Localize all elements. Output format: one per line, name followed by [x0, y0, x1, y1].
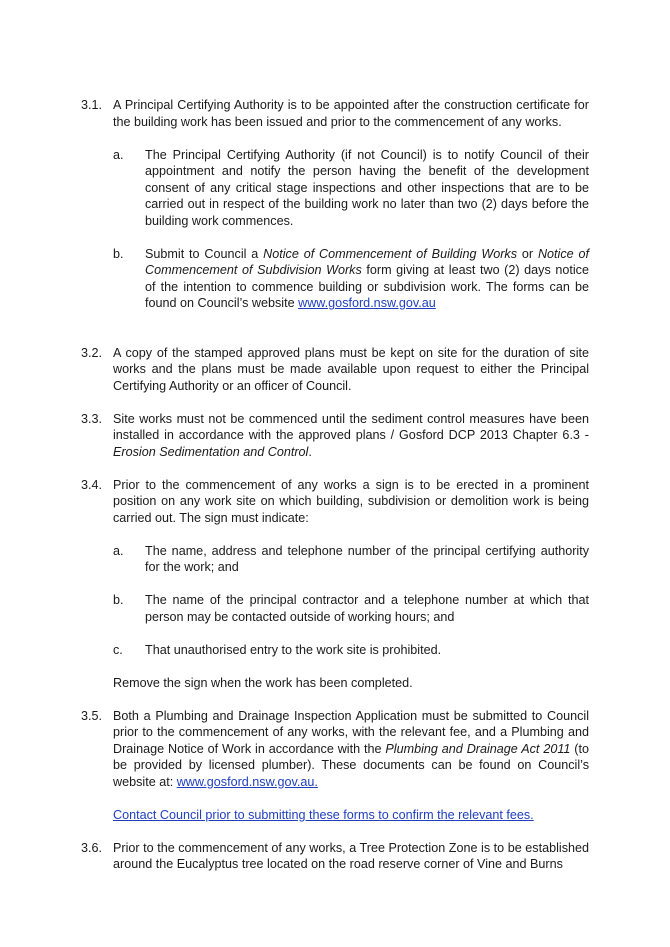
subclause-text — [145, 246, 589, 312]
subclause-b — [113, 592, 589, 625]
clause-number: 3.4. — [81, 477, 103, 492]
text-segment: form giving at least two (2) days notice of the intention to commence building or subdivision work. The forms can be found on Council’s website — [145, 263, 589, 310]
clause-number: 3.5. — [81, 708, 103, 723]
clause-text: A Principal Certifying Authority is to be appointed after the construction certificate for the building work has been issued and prior to the commencement of any works. — [113, 98, 589, 129]
text-segment: Submit to Council a — [145, 246, 264, 261]
clause-3-5 — [81, 708, 589, 824]
clause-text: Prior to the commencement of any works a sign is to be erected in a prominent position on any work site on which building, subdivision or demolition work is being carried out. The sign must indicate: — [113, 477, 589, 525]
clause-body — [113, 411, 589, 461]
subclause-text: The name of the principal contractor and a telephone number at which that person may be contacted outside of working hours; and — [145, 593, 589, 624]
clause-3-6 — [81, 840, 589, 873]
subclause-letter: a. — [113, 147, 124, 162]
clause-closing-text: Remove the sign when the work has been completed. — [113, 675, 413, 690]
clause-body — [113, 477, 589, 692]
subclause-b — [113, 246, 589, 312]
clause-text: Prior to the commencement of any works, a Tree Protection Zone is to be established around the Eucalyptus tree located on the road reserve corner of Vine and Burns — [113, 840, 589, 871]
clause-number: 3.6. — [81, 840, 103, 855]
clause-3-2 — [81, 345, 589, 395]
text-segment: Site works must not be commenced until the sediment control measures have been installed in accordance with the approved plans / Gosford DCP 2013 Chapter 6.3 - — [113, 411, 589, 442]
subclause-text: The Principal Certifying Authority (if not Council) is to notify Council of their appointment and notify the person having the benefit of the development consent of any critical stage inspections and other inspections that are to be carried out in respect of the building work no later than two (2) days before the building work commences. — [145, 147, 589, 228]
text-segment: Both a Plumbing and Drainage Inspection Application must be submitted to Council prior to the commencement of any works, with the relevant fee, and a Plumbing and Drainage Notice of Work in accordance with the — [113, 708, 589, 756]
subclause-letter: b. — [113, 246, 124, 261]
subclause-letter: a. — [113, 543, 124, 558]
clause-text — [113, 411, 589, 461]
clause-body — [113, 345, 589, 395]
subclause-c — [113, 642, 589, 659]
text-segment: . — [308, 444, 312, 459]
subclause-a — [113, 147, 589, 230]
form-title-building: Notice of Commencement of Building Works — [263, 246, 518, 261]
subclause-letter: b. — [113, 593, 124, 607]
website-link[interactable]: www.gosford.nsw.gov.au. — [176, 774, 318, 789]
conditions-list — [81, 97, 589, 889]
website-link[interactable]: www.gosford.nsw.gov.au — [298, 296, 436, 310]
subclause-a — [113, 543, 589, 576]
act-title: Plumbing and Drainage Act 2011 — [385, 741, 571, 756]
subclause-text: The name, address and telephone number of the principal certifying authority for the work; and — [145, 543, 589, 574]
clause-number: 3.2. — [81, 345, 103, 360]
subclause-text: That unauthorised entry to the work site is prohibited. — [145, 642, 442, 657]
subclause-letter: c. — [113, 642, 123, 657]
text-segment: or — [517, 246, 538, 261]
dcp-chapter-title: Erosion Sedimentation and Control — [113, 444, 309, 459]
clause-text — [113, 708, 589, 791]
clause-body — [113, 708, 589, 824]
form-title-subdivision: Notice of Commencement of Subdivision Works — [145, 246, 589, 277]
clause-text: A copy of the stamped approved plans must be kept on site for the duration of site works and the plans must be made available upon request to either the Principal Certifying Authority or an officer of Council. — [113, 345, 589, 393]
text-segment: (to be provided by licensed plumber). These documents can be found on Council’s website at: — [113, 741, 589, 789]
clause-body — [113, 840, 589, 873]
clause-note — [113, 807, 589, 824]
clause-body — [113, 97, 589, 328]
contact-council-link[interactable]: Contact Council prior to submitting these forms to confirm the relevant fees. — [113, 807, 534, 822]
clause-3-4 — [81, 477, 589, 692]
clause-3-1 — [81, 97, 589, 328]
clause-number: 3.1. — [81, 98, 103, 112]
clause-number: 3.3. — [81, 411, 103, 426]
clause-3-3 — [81, 411, 589, 461]
